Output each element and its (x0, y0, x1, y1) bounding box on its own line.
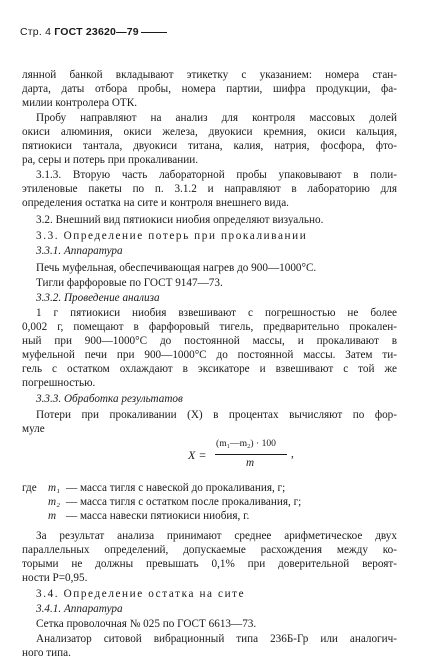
definition-text: — масса навески пятиокиси ниобия, г. (66, 510, 250, 522)
text-line: гель с остатком охлаждают в эксикаторе и взвешивают с той же (22, 363, 397, 375)
text-line: ности P=0,95. (22, 572, 88, 584)
page-header (20, 26, 167, 38)
text-line: торыми не должны превышать 0,1% при доверительной вероят- (22, 558, 397, 570)
definition-symbol: m₁ (48, 482, 60, 494)
text-line: 3.1.3. Вторую часть лабораторной пробы упаковывают в поли- (36, 169, 397, 181)
formula-comma: , (291, 448, 294, 460)
text-line: 3.2. Внешний вид пятиокиси ниобия определяют визуально. (36, 214, 324, 226)
section-heading: 3.3. Определение потерь при прокаливании (36, 230, 308, 242)
formula-denominator: m (246, 457, 255, 469)
standard-number: ГОСТ 23620—79 (54, 26, 139, 38)
text-line: Потери при прокаливании (X) в процентах вычисляют по фор- (36, 409, 397, 421)
subsection-heading: 3.3.2. Проведение анализа (36, 292, 160, 304)
definition-text: — масса тигля с навеской до прокаливания, г; (66, 482, 286, 494)
definition-text: — масса тигля с остатком после прокаливания, г; (66, 496, 302, 508)
text-line: ный при 900—1000°С до постоянной массы, и прокаливают в (22, 335, 397, 347)
header-dash (141, 32, 167, 33)
text-line: Тигли фарфоровые по ГОСТ 9147—73. (36, 277, 223, 289)
text-line: ного типа. (22, 647, 71, 659)
text-line: дарта, даты отбора пробы, номера партии, шифра продукции, фа- (22, 83, 397, 95)
subsection-heading: 3.3.1. Аппаратура (36, 245, 123, 257)
text-line: этиленовые пакеты по п. 3.1.2 и направляют в лабораторию для (22, 183, 397, 195)
text-line: 1 г пятиокиси ниобия взвешивают с погрешностью не более (36, 307, 397, 319)
fraction-bar (215, 454, 287, 455)
text-line: окиси алюминия, окиси железа, двуокиси кремния, окиси кальция, (22, 126, 397, 138)
definition-symbol: m₂ (48, 496, 60, 508)
text-line: параллельных определений, допускаемые расхождения между ко- (22, 544, 397, 556)
text-line: Печь муфельная, обеспечивающая нагрев до 900—1000°С. (36, 262, 317, 274)
text-line: муфельной печи при 900—1000°С до постоянной массы. Затем ти- (22, 349, 397, 361)
text-line: пятиокиси тантала, двуокиси титана, калия, натрия, фосфора, фто- (22, 140, 397, 152)
text-line: Анализатор ситовой вибрационный типа 236Б-Гр или аналогич- (36, 633, 397, 645)
definition-symbol: m (48, 510, 57, 522)
text-line: Сетка проволочная № 025 по ГОСТ 6613—73. (36, 618, 257, 630)
formula-numerator: (m₁—m₂) · 100 (216, 438, 276, 449)
text-line: погрешностью. (22, 377, 96, 389)
text-line: 0,002 г, помещают в фарфоровый тигель, предварительно прокален- (22, 321, 397, 333)
text-line: определения остатка на сите и контроля внешнего вида. (22, 197, 289, 209)
definition-prefix: где (22, 482, 37, 494)
subsection-heading: 3.4.1. Аппаратура (36, 603, 123, 615)
text-line: муле (22, 423, 45, 435)
text-line: Пробу направляют на анализ для контроля массовых долей (36, 112, 397, 124)
text-line: лянной банкой вкладывают этикетку с указанием: номера стан- (22, 69, 397, 81)
text-line: ра, серы и потерь при прокаливании. (22, 154, 198, 166)
section-heading: 3.4. Определение остатка на сите (36, 588, 246, 600)
formula (188, 438, 318, 472)
page-number-label: Стр. 4 (20, 26, 52, 38)
subsection-heading: 3.3.3. Обработка результатов (36, 393, 183, 405)
text-line: За результат анализа принимают среднее арифметическое двух (36, 530, 397, 542)
text-line: милии контролера ОТК. (22, 97, 138, 109)
formula-lhs: X = (188, 448, 207, 462)
